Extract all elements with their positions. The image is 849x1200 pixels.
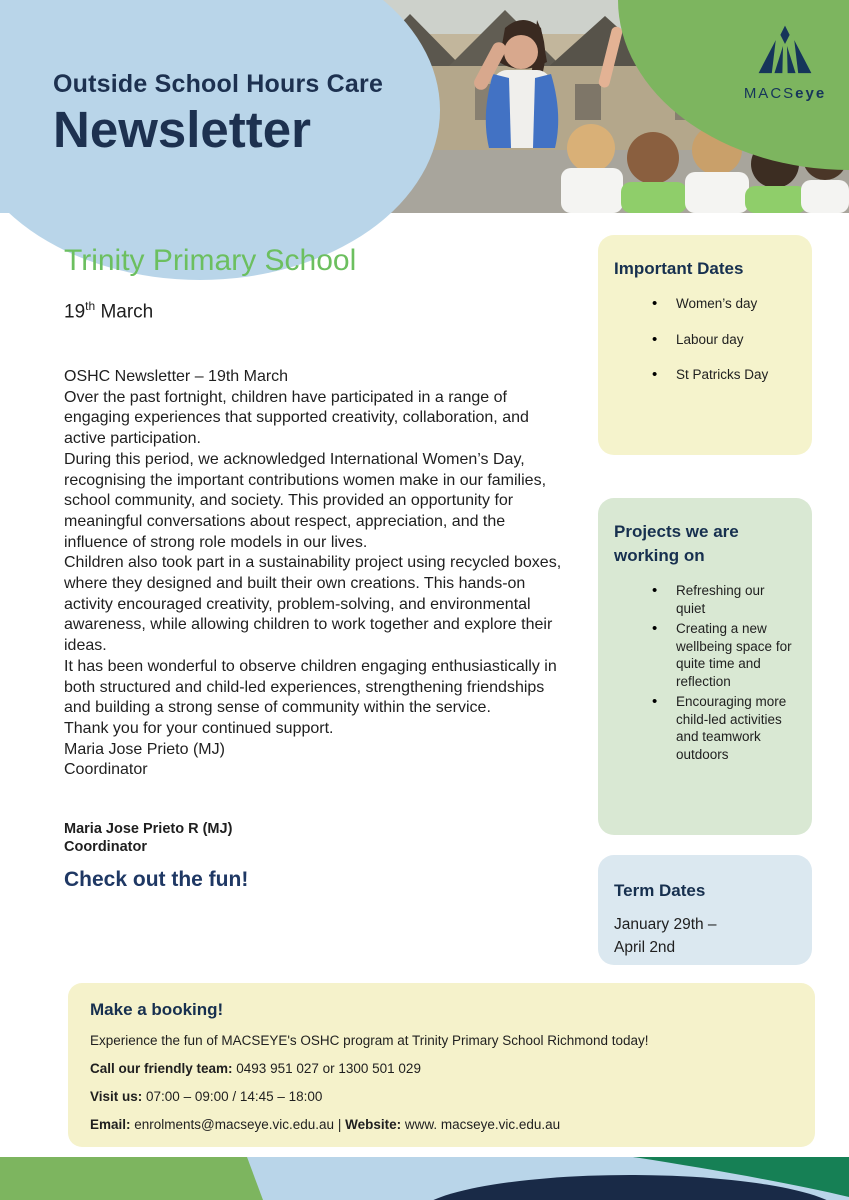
body-paragraph: During this period, we acknowledged International Women’s Day, recognising the important contributions women make in our families, school community, and society. This provided an opportunity for meaningful conversations about respect, appreciation, and the influence of strong role models in our lives. xyxy=(64,450,547,551)
booking-call-label: Call our friendly team: xyxy=(90,1061,233,1076)
macseye-logo-icon xyxy=(752,24,818,76)
body-paragraph: Thank you for your continued support. xyxy=(64,719,334,737)
date-month: March xyxy=(100,301,154,323)
important-dates-title: Important Dates xyxy=(614,259,744,278)
booking-website-value: www. macseye.vic.edu.au xyxy=(401,1117,561,1132)
term-dates-line: January 29th – xyxy=(614,916,717,933)
term-dates-box xyxy=(598,855,812,965)
header-titles xyxy=(53,70,383,159)
booking-title: Make a booking! xyxy=(90,1000,224,1019)
body-paragraph: Maria Jose Prieto (MJ) xyxy=(64,740,225,758)
body-paragraph: Over the past fortnight, children have participated in a range of engaging experiences that supported creativity, collaboration, and active participation. xyxy=(64,388,529,448)
footer-decoration xyxy=(0,1157,849,1200)
booking-intro: Experience the fun of MACSEYE's OSHC program at Trinity Primary School Richmond today! xyxy=(90,1033,649,1048)
booking-visit-label: Visit us: xyxy=(90,1089,143,1104)
booking-email-value: enrolments@macseye.vic.edu.au | xyxy=(130,1117,346,1132)
newsletter-body xyxy=(64,367,569,781)
newsletter-date xyxy=(64,299,153,323)
projects-box xyxy=(598,498,812,835)
fun-heading: Check out the fun! xyxy=(64,868,249,891)
signature-name: Maria Jose Prieto R (MJ) xyxy=(64,821,233,837)
list-item: • Labour day xyxy=(614,331,796,349)
macseye-logo-text xyxy=(729,85,841,102)
header-kicker: Outside School Hours Care xyxy=(53,70,384,98)
school-title: Trinity Primary School xyxy=(64,244,357,277)
list-item: • Women’s day xyxy=(614,295,796,313)
booking-call-line xyxy=(90,1061,793,1076)
date-number: 19 xyxy=(64,301,86,323)
body-paragraph: OSHC Newsletter – 19th March xyxy=(64,368,289,385)
booking-visit-line xyxy=(90,1089,793,1104)
list-item: • Refreshing our quiet xyxy=(614,582,796,617)
body-paragraph: It has been wonderful to observe children engaging enthusiastically in both structured and child-led experiences, strengthening friendships and building a strong sense of community within the service. xyxy=(64,657,557,717)
booking-call-value: 0493 951 027 or 1300 501 029 xyxy=(232,1061,421,1076)
list-item: • Encouraging more child-led activities and teamwork outdoors xyxy=(614,693,796,763)
projects-title: Projects we are working on xyxy=(614,522,739,565)
list-item: • Creating a new wellbeing space for quite time and reflection xyxy=(614,620,796,690)
body-paragraph: Children also took part in a sustainability project using recycled boxes, where they designed and built their own creations. This hands-on activity encouraged creativity, problem-solving, and environmental awareness, while allowing children to work together and explore their ideas. xyxy=(64,554,562,655)
term-dates-text xyxy=(614,913,796,959)
macseye-logo xyxy=(729,24,841,102)
term-dates-line: April 2nd xyxy=(614,939,676,956)
booking-visit-value: 07:00 – 09:00 / 14:45 – 18:00 xyxy=(142,1089,323,1104)
projects-list xyxy=(614,582,796,763)
important-dates-list xyxy=(614,295,796,384)
logo-text-eye: eye xyxy=(795,85,827,102)
booking-box xyxy=(68,983,815,1147)
term-dates-title: Term Dates xyxy=(614,881,706,900)
page-title: Newsletter xyxy=(53,101,311,158)
booking-email-line xyxy=(90,1117,793,1132)
booking-email-label: Email: xyxy=(90,1117,131,1132)
date-suffix: th xyxy=(85,299,96,313)
list-item: • St Patricks Day xyxy=(614,366,796,384)
important-dates-box xyxy=(598,235,812,455)
signature-role: Coordinator xyxy=(64,839,147,855)
footer-shapes xyxy=(0,1157,849,1200)
signature-block xyxy=(64,820,232,856)
body-paragraph: Coordinator xyxy=(64,761,148,779)
header-banner xyxy=(0,0,849,213)
booking-website-label: Website: xyxy=(345,1117,402,1132)
logo-text-macs: MACS xyxy=(743,85,796,102)
